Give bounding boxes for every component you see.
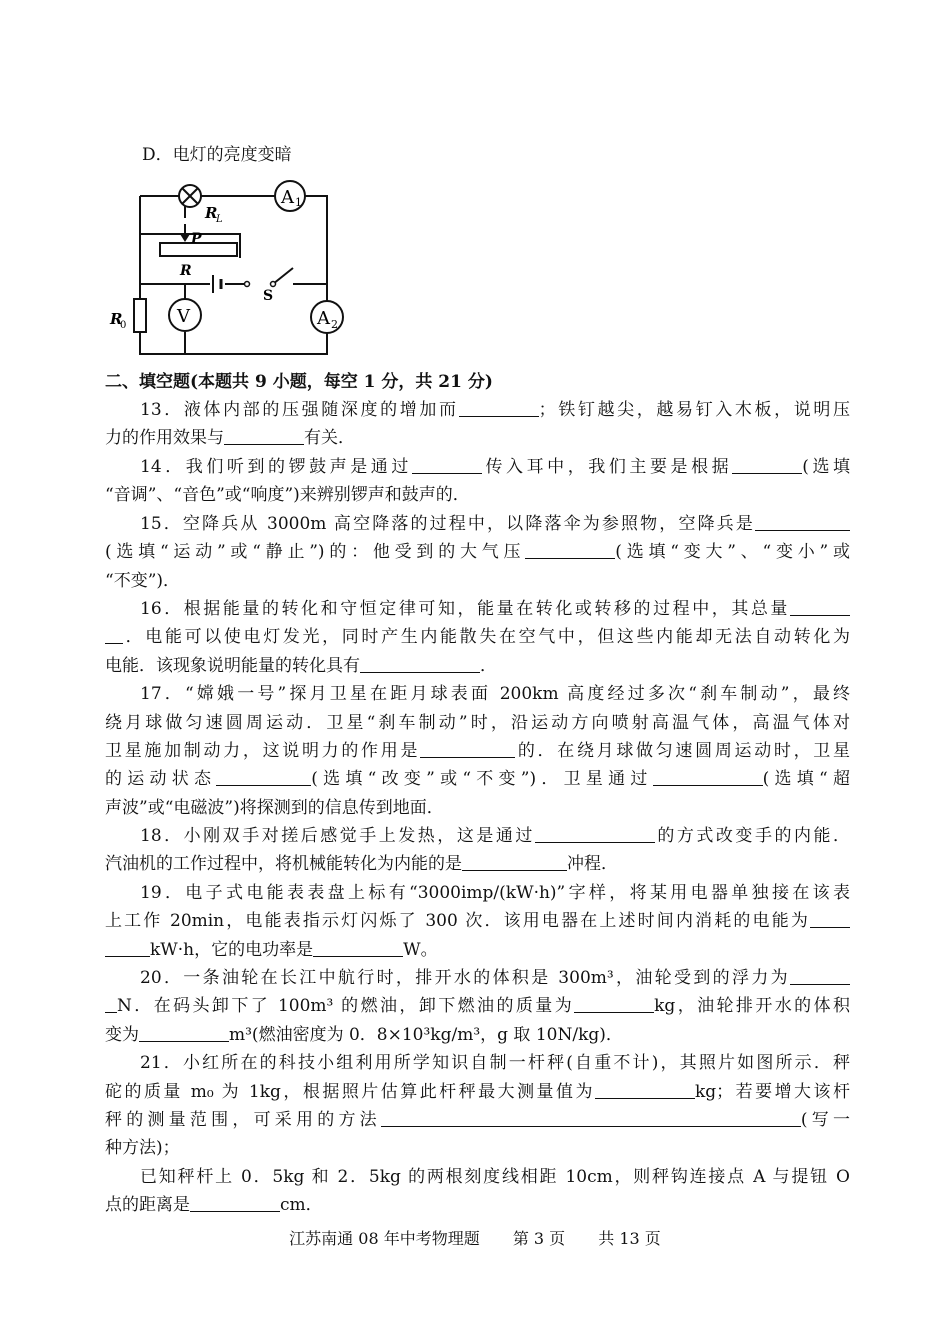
q18-line2: 汽油机的工作过程中，将机械能转化为内能的是 冲程． [105,854,618,874]
q17-line1: 17．“嫦娥一号”探月卫星在距月球表面 200km 高度经过多次“刹车制动”，最终 [140,684,850,704]
a1-sub: 1 [295,196,302,209]
rl-sub: L [216,214,223,225]
r-label: R [180,263,192,279]
a1-label: A [281,187,294,208]
q20-line3: 变为 m³(燃油密度为 0．8×10³kg/m³，g 取 10N/kg)． [105,1025,623,1045]
section-title: 二、填空题(本题共 9 小题，每空 1 分，共 21 分) [105,372,493,392]
a2-sub: 2 [331,318,338,331]
q13-line1: 13．液体内部的压强随深度的增加而 ；铁钉越尖，越易钉入木板，说明压 [140,400,850,420]
page-footer [0,1226,950,1252]
r0-label: R [110,310,123,328]
option-d: D．电灯的亮度变暗 [142,145,292,165]
answer-blank[interactable] [420,739,515,758]
answer-blank[interactable] [790,597,850,616]
v-label: V [177,306,190,327]
lamp-symbol [179,185,201,207]
battery-symbol [213,275,221,293]
q17-line2: 绕月球做匀速圆周运动．卫星“刹车制动”时，沿运动方向喷射高温气体，高温气体对 [105,713,850,733]
q21-line4: 种方法)； [105,1138,180,1158]
q19-line2: 上工作 20min，电能表指示灯闪烁了 300 次．该用电器在上述时间内消耗的电能为 [105,907,850,935]
q21-line5: 已知秤杆上 0．5kg 和 2．5kg 的两根刻度线相距 10cm，则秤钩连接点 A 与提钮 O [140,1167,850,1187]
answer-blank[interactable] [412,455,482,474]
s-label: S [263,288,274,304]
q20-line1: 20．一条油轮在长江中航行时，排开水的体积是 300m³，油轮受到的浮力为 [140,964,850,992]
answer-blank[interactable] [790,966,850,985]
switch-symbol [245,282,276,287]
answer-blank[interactable] [139,1023,229,1042]
resistor-r0-symbol [134,299,146,332]
q16-line2: ．电能可以使电灯发光，同时产生内能散失在空气中，但这些内能却无法自动转化为 [105,623,850,651]
answer-blank[interactable] [313,938,403,957]
answer-blank[interactable] [732,455,802,474]
answer-blank[interactable] [535,824,655,843]
answer-blank[interactable] [360,654,480,673]
answer-blank[interactable] [224,426,304,445]
answer-blank[interactable] [525,540,615,559]
q19-line1: 19．电子式电能表表盘上标有“3000imp/(kW·h)”字样，将某用电器单独接在该表 [140,883,850,903]
a2-label: A [317,308,330,329]
answer-blank[interactable] [216,767,311,786]
q21-line3: 秤的测量范围，可采用的方法 (写一 [105,1110,851,1130]
q17-line4: 的运动状态 (选填“改变”或“不变”)．卫星通过 (选填“超 [105,769,851,789]
q21-line6: 点的距离是 cm． [105,1195,323,1215]
q14-line2: “音调”、“音色”或“响度”)来辨别锣声和鼓声的． [105,485,470,505]
q16-line3: 电能．该现象说明能量的转化具有 ． [105,656,497,676]
q15-line1: 15．空降兵从 3000m 高空降落的过程中，以降落伞为参照物，空降兵是 [140,510,850,538]
footer-page: 第 3 页 [512,1229,566,1248]
answer-blank[interactable] [462,852,567,871]
answer-blank[interactable] [574,994,654,1013]
q13-line2: 力的作用效果与 有关． [105,428,355,448]
q21-line2: 砣的质量 m₀ 为 1kg，根据照片估算此杆秤最大测量值为 kg；若要增大该杆 [105,1082,850,1102]
q21-line1: 21．小红所在的科技小组利用所学知识自制一杆秤(自重不计)，其照片如图所示．秤 [140,1053,850,1073]
p-label: P [191,231,202,247]
answer-blank[interactable] [190,1193,280,1212]
q15-line3: “不变”)． [105,571,181,591]
answer-blank[interactable] [595,1080,695,1099]
answer-blank[interactable] [459,398,539,417]
q19-line3: kW·h，它的电功率是 W。 [105,936,850,964]
q20-line2: N．在码头卸下了 100m³ 的燃油，卸下燃油的质量为 kg，油轮排开水的体积 [105,992,850,1020]
r0-sub: 0 [120,320,127,331]
answer-blank[interactable] [381,1108,801,1127]
q15-line2: (选填“运动”或“静止”)的：他受到的大气压 (选填“变大”、“变小”或 [105,542,850,562]
q16-line1: 16．根据能量的转化和守恒定律可知，能量在转化或转移的过程中，其总量 [140,595,850,623]
circuit-diagram [105,172,345,362]
q17-line3: 卫星施加制动力，这说明力的作用是 的．在绕月球做匀速圆周运动时，卫星 [105,741,851,761]
answer-blank[interactable] [105,938,150,957]
rl-label: R [205,204,218,222]
answer-blank[interactable] [105,994,117,1013]
answer-blank[interactable] [105,625,123,644]
footer-total: 共 13 页 [598,1229,661,1248]
q18-line1: 18．小刚双手对搓后感觉手上发热，这是通过 的方式改变手的内能． [140,826,850,846]
q17-line5: 声波”或“电磁波”)将探测到的信息传到地面． [105,798,444,818]
answer-blank[interactable] [653,767,763,786]
footer-title: 江苏南通 08 年中考物理题 [289,1229,480,1248]
answer-blank[interactable] [755,512,850,531]
q14-line1: 14．我们听到的锣鼓声是通过 传入耳中，我们主要是根据 (选填 [140,457,851,477]
answer-blank[interactable] [810,909,850,928]
